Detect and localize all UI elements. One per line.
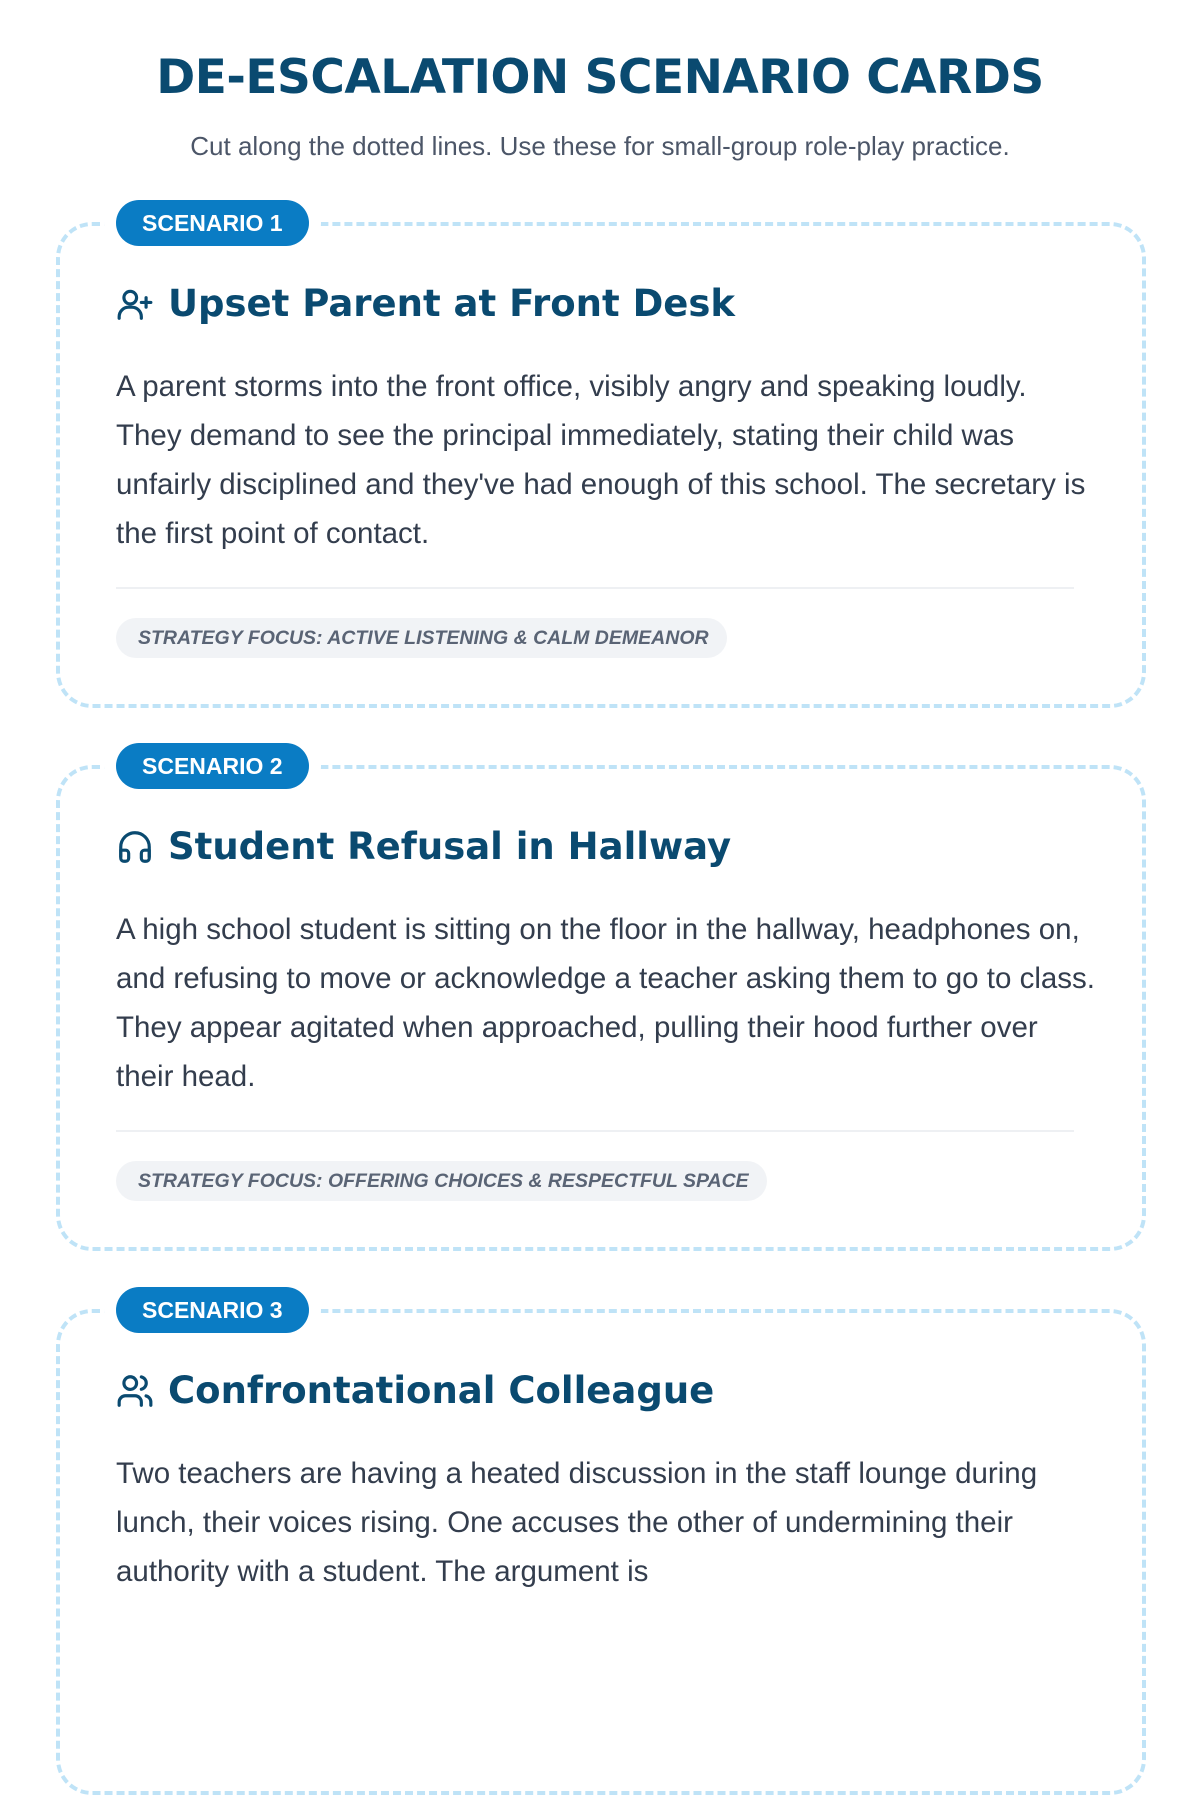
strategy-focus-tag: STRATEGY FOCUS: ACTIVE LISTENING & CALM DEMEANOR	[116, 618, 727, 658]
card-heading	[116, 1369, 714, 1412]
scenario-badge: SCENARIO 2	[116, 743, 309, 789]
card-title: Student Refusal in Hallway	[168, 825, 732, 868]
card-description: A high school student is sitting on the floor in the hallway, headphones on, and refusing to move or acknowledge a teacher asking them to go to class. They appear agitated when approached, pulling their hood further over their head.	[116, 913, 1095, 1093]
card-heading	[116, 825, 731, 868]
card-heading	[116, 282, 735, 325]
scenario-card	[56, 1297, 1146, 1795]
scenario-badge: SCENARIO 3	[116, 1287, 309, 1333]
scenario-card	[56, 753, 1146, 1251]
card-description: A parent storms into the front office, visibly angry and speaking loudly. They demand to see the principal immediately, stating their child was unfairly disciplined and they've had enough of this school. The secretary is the first point of contact.	[116, 370, 1086, 550]
card-title: Confrontational Colleague	[168, 1369, 715, 1412]
card-divider	[116, 587, 1074, 589]
users-icon	[116, 1372, 154, 1410]
user-plus-icon	[116, 285, 154, 323]
scenario-badge: SCENARIO 1	[116, 200, 309, 246]
page-subtitle: Cut along the dotted lines. Use these for small-group role-play practice.	[190, 131, 1010, 161]
scenario-card	[56, 210, 1146, 708]
headphones-icon	[116, 828, 154, 866]
page-title: DE-ESCALATION SCENARIO CARDS	[156, 50, 1044, 105]
card-divider	[116, 1130, 1074, 1132]
card-title: Upset Parent at Front Desk	[168, 282, 736, 325]
card-description: Two teachers are having a heated discussion in the staff lounge during lunch, their voices rising. One accuses the other of undermining their authority with a student. The argument is	[116, 1457, 1038, 1588]
strategy-focus-tag: STRATEGY FOCUS: OFFERING CHOICES & RESPECTFUL SPACE	[116, 1161, 767, 1201]
